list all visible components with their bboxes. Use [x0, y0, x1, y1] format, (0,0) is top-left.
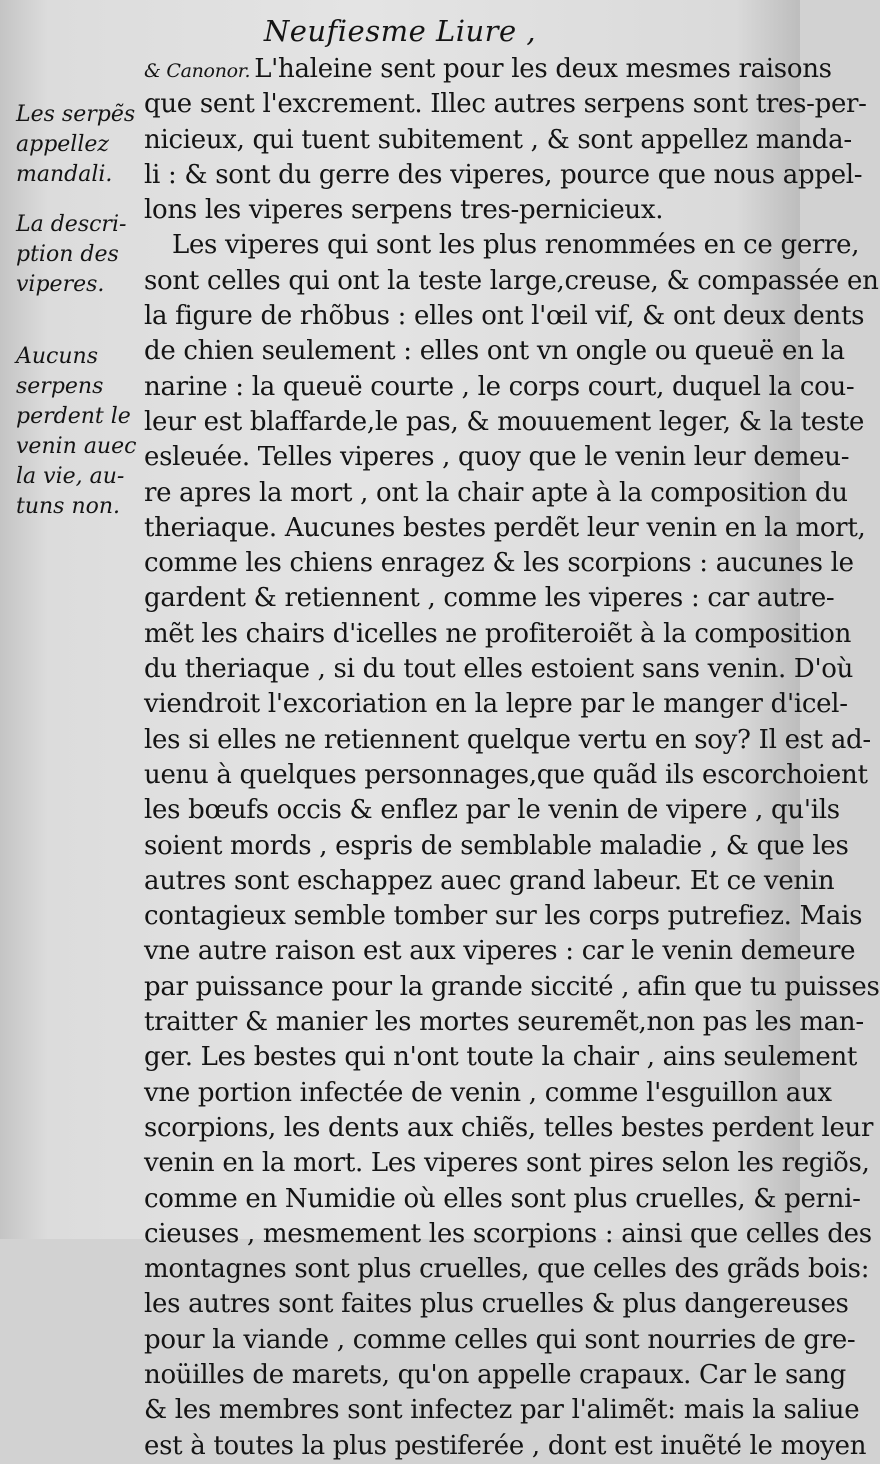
- text-line: viendroit l'excoriation en la lepre par le manger d'icel-: [144, 689, 848, 720]
- text-line: du theriaque , si du tout elles estoient sans venin. D'où: [144, 654, 854, 685]
- catchword: & Canonor.: [144, 60, 251, 82]
- text-line: cieuses , mesmement les scorpions : ainsi que celles des: [144, 1218, 872, 1249]
- text-line: theriaque. Aucunes bestes perdẽt leur venin en la mort,: [144, 512, 866, 543]
- text-line: que sent l'excrement. Illec autres serpens sont tres-per-: [144, 89, 867, 120]
- text-line: sont celles qui ont la teste large,creuse, & compassée en: [144, 265, 879, 296]
- margin-note-venin: Aucuns serpens perdent le venin auec la vie, au- tuns non.: [16, 344, 137, 519]
- text-line: li : & sont du gerre des viperes, pource que nous appel-: [144, 159, 863, 190]
- text-line: les bœufs occis & enflez par le venin de vipere , qu'ils: [144, 795, 840, 826]
- text-line: comme en Numidie où elles sont plus cruelles, & perni-: [144, 1183, 861, 1214]
- text-line: & les membres sont infectez par l'alimẽt: mais la saliue: [144, 1395, 860, 1426]
- text-line: esleuée. Telles viperes , quoy que le venin leur demeu-: [144, 442, 850, 473]
- text-line: par puissance pour la grande siccité , afin que tu puisses: [144, 971, 880, 1002]
- text-line: comme les chiens enragez & les scorpions : aucunes le: [144, 548, 854, 579]
- text-line: autres sont eschappez auec grand labeur. Et ce venin: [144, 865, 835, 896]
- text-line: uenu à quelques personnages,que quãd ils escorchoient: [144, 759, 868, 790]
- text-line: gardent & retiennent , comme les viperes : car autre-: [144, 583, 835, 614]
- text-line: nicieux, qui tuent subitement , & sont appellez manda-: [144, 124, 852, 155]
- text-line: ger. Les bestes qui n'ont toute la chair , ains seulement: [144, 1042, 858, 1073]
- margin-note-mandali: Les serpẽs appellez mandali.: [16, 102, 136, 187]
- text-line: noüilles de marets, qu'on appelle crapaux. Car le sang: [144, 1359, 846, 1390]
- running-head: Neufiesme Liure ,: [263, 14, 537, 48]
- text-line: mẽt les chairs d'icelles ne profiteroiẽt à la composition: [144, 618, 852, 649]
- text-line: scorpions, les dents aux chiẽs, telles bestes perdent leur: [144, 1112, 874, 1143]
- text-line: pour la viande , comme celles qui sont nourries de gre-: [144, 1324, 856, 1355]
- text-line: vne portion infectée de venin , comme l'esguillon aux: [144, 1077, 832, 1108]
- body-text: [144, 52, 880, 1464]
- text-line: re apres la mort , ont la chair apte à la composition du: [144, 477, 848, 508]
- text-line: leur est blaffarde,le pas, & mouuement leger, & la teste: [144, 406, 865, 437]
- text-line: traitter & manier les mortes seuremẽt,non pas les man-: [144, 1007, 864, 1038]
- text-line: montagnes sont plus cruelles, que celles des grãds bois:: [144, 1254, 870, 1285]
- text-line: de chien seulement : elles ont vn ongle ou queuë en la: [144, 336, 845, 367]
- text-line: Les viperes qui sont les plus renommées en ce gerre,: [172, 230, 860, 261]
- text-line: venin en la mort. Les viperes sont pires selon les regiõs,: [144, 1148, 870, 1179]
- text-line: contagieux semble tomber sur les corps putrefiez. Mais: [144, 901, 863, 932]
- text-line: soient mords , espris de semblable maladie , & que les: [144, 830, 849, 861]
- margin-note-viperes: La descri- ption des viperes.: [16, 212, 127, 297]
- text-line: lons les viperes serpens tres-pernicieux.: [144, 195, 664, 226]
- text-line: & Canonor. L'haleine sent pour les deux mesmes raisons: [144, 54, 832, 84]
- text-line: la figure de rhõbus : elles ont l'œil vif, & ont deux dents: [144, 301, 865, 332]
- text-line: est à toutes la plus pestiferée , dont est inuẽté le moyen: [144, 1430, 867, 1461]
- text-line: narine : la queuë courte , le corps court, duquel la cou-: [144, 371, 855, 402]
- text-line: les autres sont faites plus cruelles & plus dangereuses: [144, 1289, 849, 1320]
- text-line: les si elles ne retiennent quelque vertu en soy? Il est ad-: [144, 724, 871, 755]
- text-line: vne autre raison est aux viperes : car le venin demeure: [144, 936, 856, 967]
